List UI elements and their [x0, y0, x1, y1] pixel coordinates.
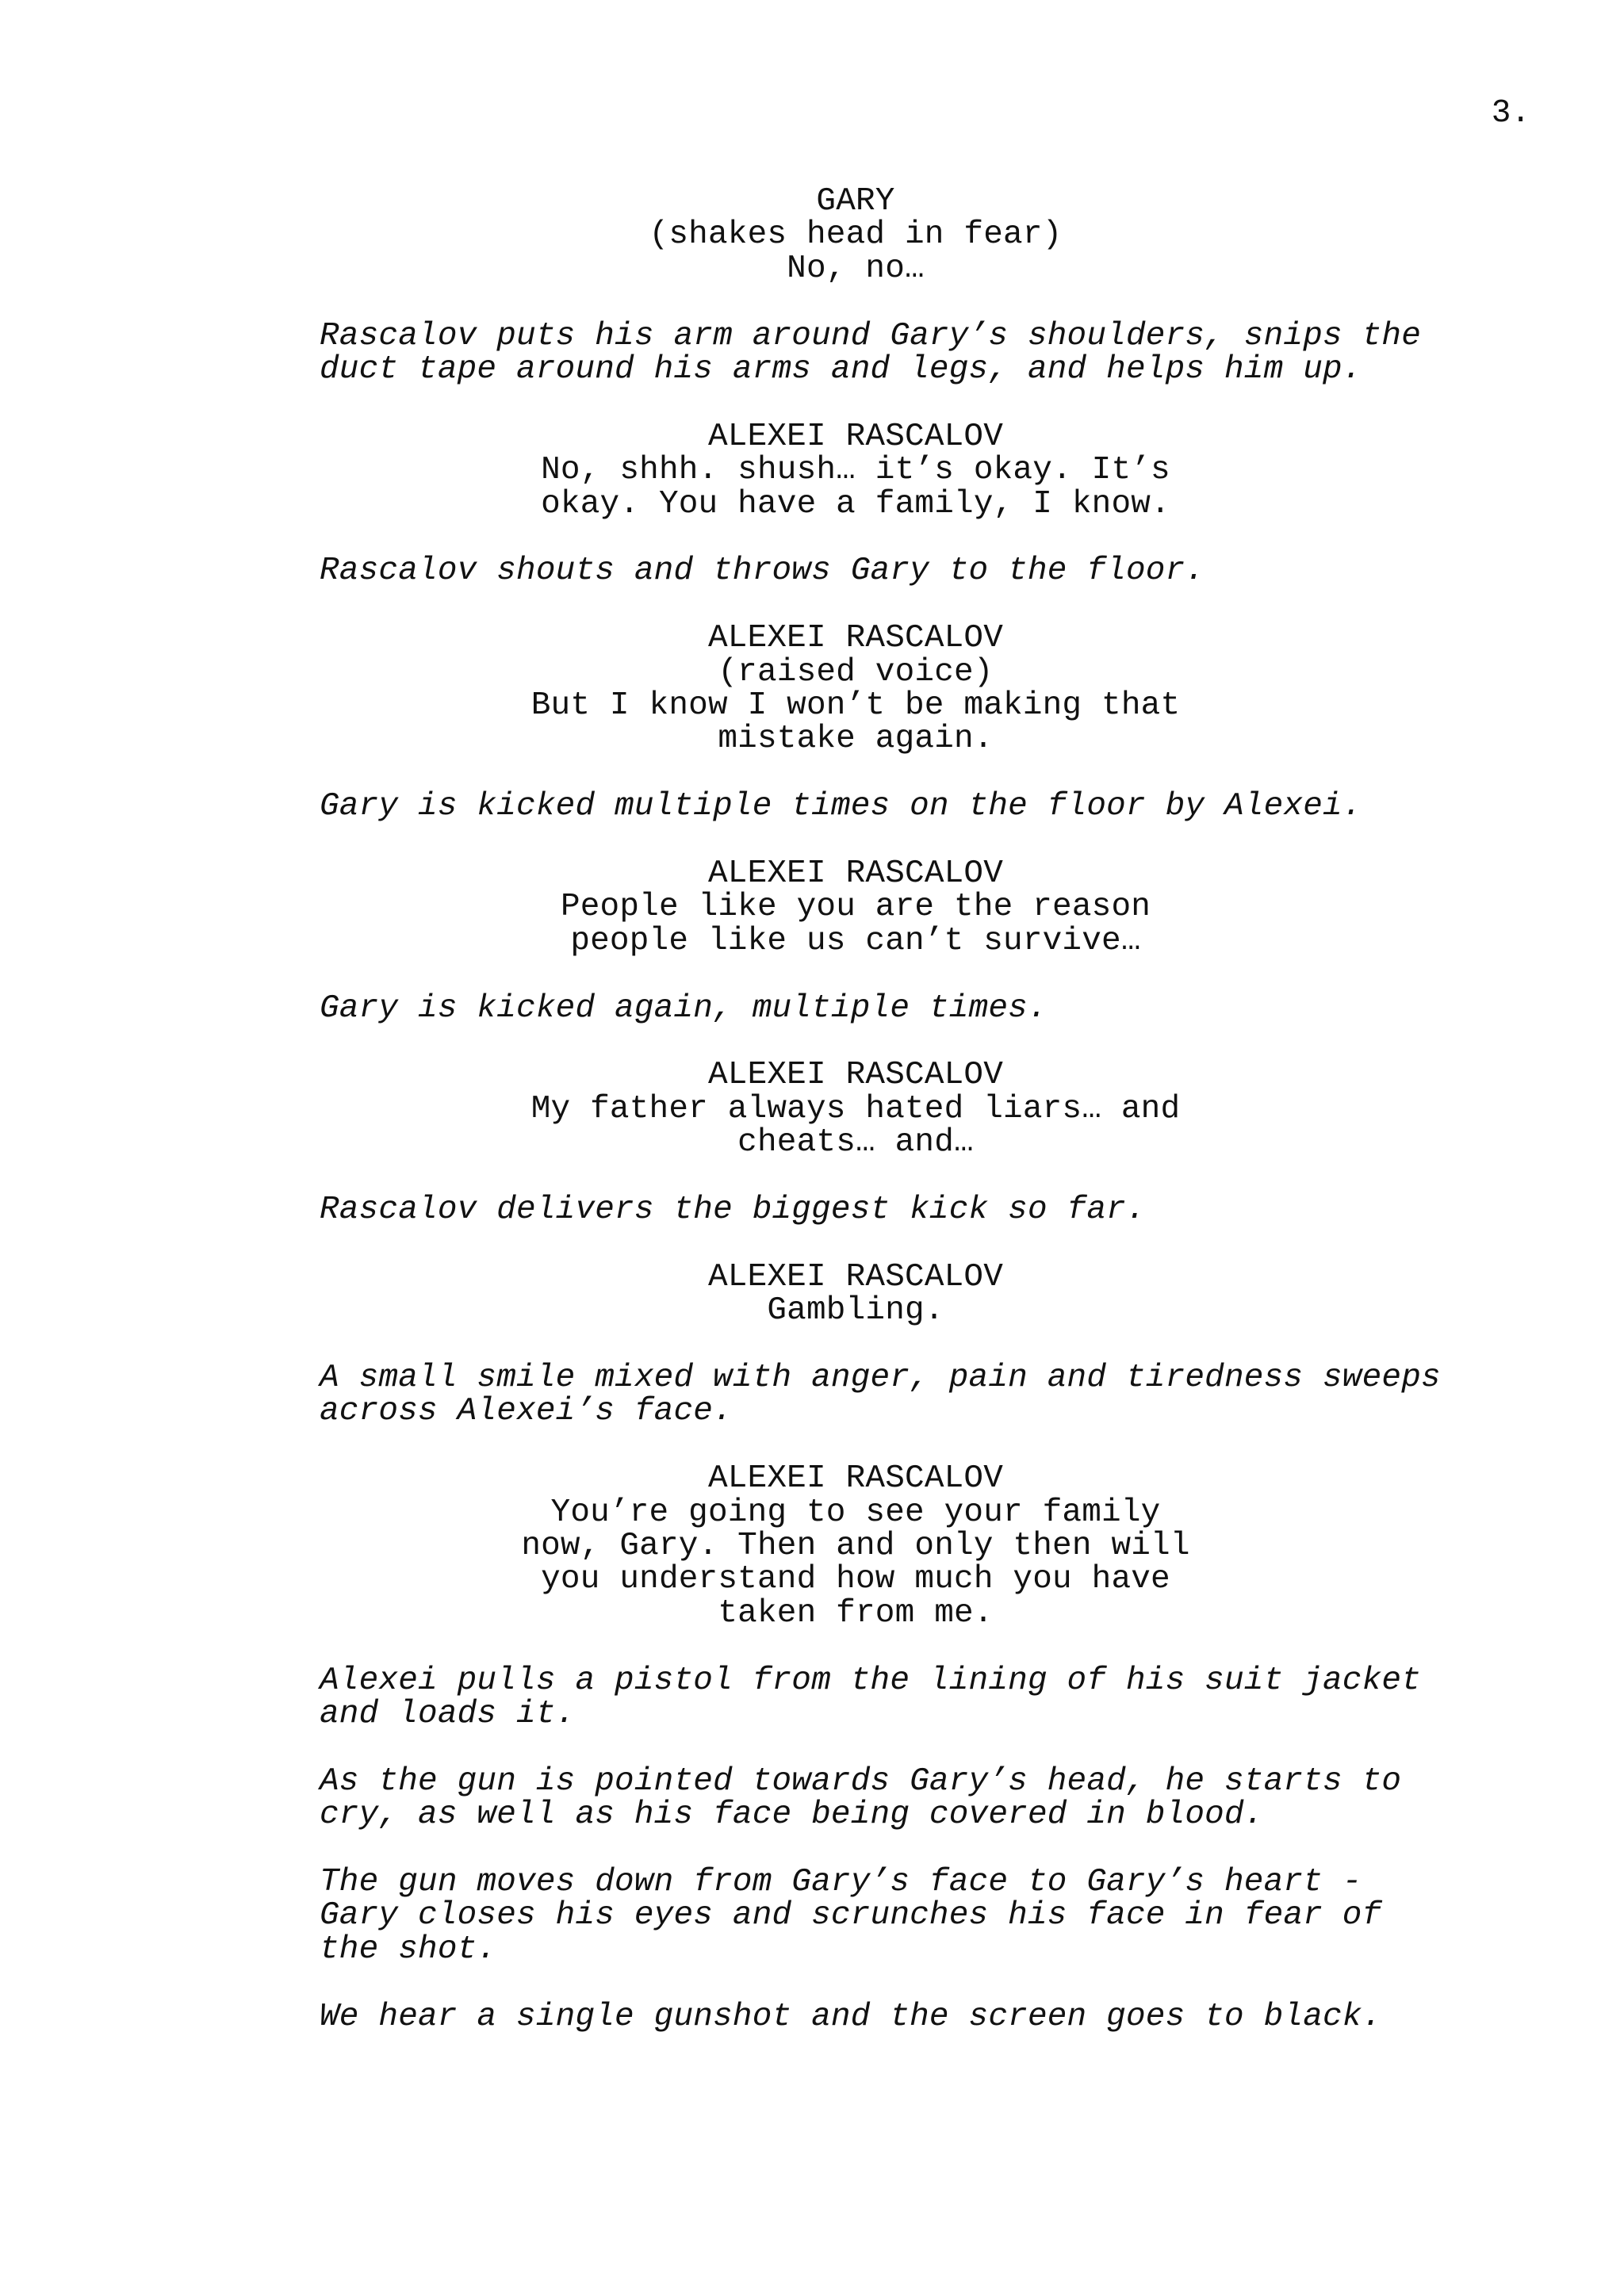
character-cue: ALEXEI RASCALOV	[707, 1460, 1004, 1498]
action-line: Gary is kicked multiple times on the floor by Alexei.	[320, 788, 1362, 825]
action-line: Rascalov delivers the biggest kick so far.	[320, 1192, 1146, 1229]
dialogue: No, no…	[787, 250, 925, 287]
dialogue: My father always hated liars… and cheats… and…	[530, 1090, 1181, 1161]
spacer	[320, 824, 1461, 857]
character-cue: ALEXEI RASCALOV	[707, 855, 1004, 893]
dialogue: Gambling.	[767, 1292, 944, 1330]
spacer	[320, 958, 1461, 991]
spacer	[320, 1328, 1461, 1361]
action-line: Gary is kicked again, multiple times.	[320, 989, 1048, 1027]
spacer	[320, 1160, 1461, 1193]
parenthetical: (raised voice)	[718, 653, 994, 691]
spacer	[320, 1025, 1461, 1058]
character-cue: GARY	[816, 183, 895, 220]
dialogue: People like you are the reason people like us can’t survive…	[560, 889, 1151, 959]
spacer	[320, 756, 1461, 790]
dialogue: No, shhh. shush… it’s okay. It’s okay. You have a family, I know.	[541, 452, 1170, 522]
page-number: 3.	[1491, 95, 1530, 132]
action-line: A small smile mixed with anger, pain and tiredness sweeps across Alexei’s face.	[320, 1360, 1441, 1430]
character-cue: ALEXEI RASCALOV	[707, 620, 1004, 657]
spacer	[320, 386, 1461, 419]
action-line: We hear a single gunshot and the screen goes to black.	[320, 1998, 1382, 2035]
script-body	[320, 185, 1461, 2034]
dialogue: But I know I won’t be making that mistake again.	[530, 687, 1181, 758]
spacer	[320, 285, 1461, 319]
character-cue: ALEXEI RASCALOV	[707, 1057, 1004, 1094]
spacer	[320, 1226, 1461, 1260]
action-line: Rascalov puts his arm around Gary’s shoulders, snips the duct tape around his arms and legs, and helps him up.	[320, 317, 1422, 388]
character-cue: ALEXEI RASCALOV	[707, 418, 1004, 455]
spacer	[320, 1832, 1461, 1866]
spacer	[320, 1731, 1461, 1764]
spacer	[320, 1630, 1461, 1663]
spacer	[320, 1429, 1461, 1462]
spacer	[320, 588, 1461, 622]
action-line: Rascalov shouts and throws Gary to the floor.	[320, 553, 1205, 590]
action-line: The gun moves down from Gary’s face to Gary’s heart - Gary closes his eyes and scrunches his face in fear of the shot.	[320, 1864, 1382, 1968]
spacer	[320, 1966, 1461, 1999]
action-line: As the gun is pointed towards Gary’s head, he starts to cry, as well as his face being covered in blood.	[320, 1762, 1402, 1834]
parenthetical: (shakes head in fear)	[649, 216, 1063, 254]
character-cue: ALEXEI RASCALOV	[707, 1258, 1004, 1295]
dialogue: You’re going to see your family now, Gary. Then and only then will you understand how much you have taken from me.	[521, 1494, 1190, 1632]
action-line: Alexei pulls a pistol from the lining of his suit jacket and loads it.	[320, 1662, 1422, 1733]
spacer	[320, 521, 1461, 554]
